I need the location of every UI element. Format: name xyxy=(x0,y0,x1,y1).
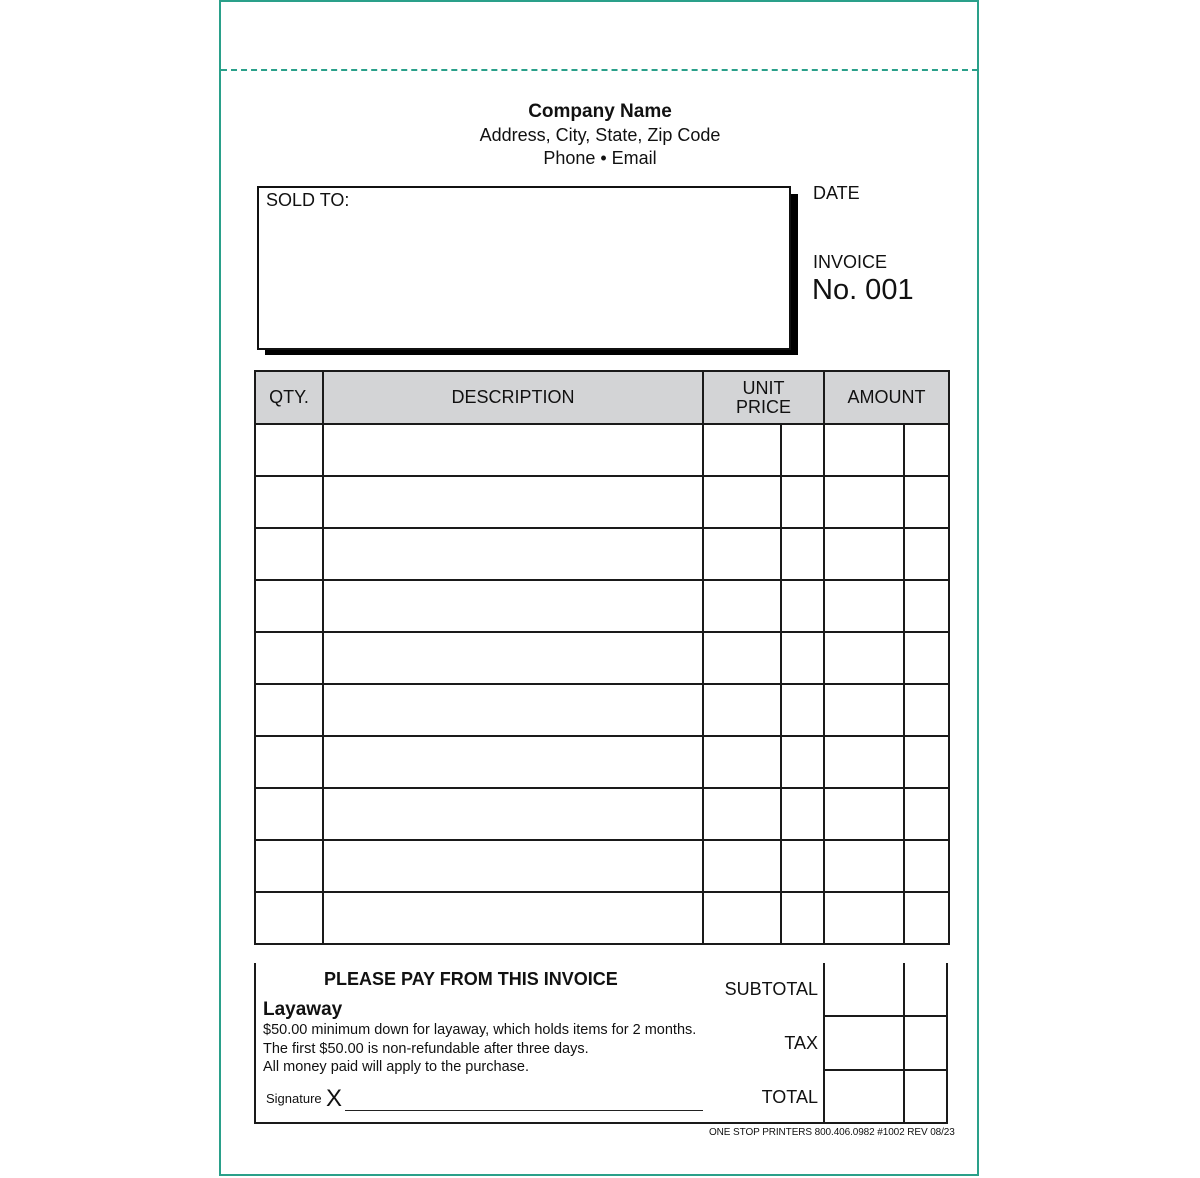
qty-cell[interactable] xyxy=(255,424,323,476)
unit-price-dollars-cell[interactable] xyxy=(703,892,781,944)
description-cell[interactable] xyxy=(323,788,703,840)
unit-price-cents-cell[interactable] xyxy=(781,684,824,736)
header-unit-price: UNIT PRICE xyxy=(703,371,824,424)
invoice-footer xyxy=(254,963,948,1124)
layaway-term-3: All money paid will apply to the purchase. xyxy=(263,1059,529,1075)
qty-cell[interactable] xyxy=(255,892,323,944)
amount-dollars-cell[interactable] xyxy=(824,736,904,788)
table-row xyxy=(255,840,949,892)
sold-to-box[interactable] xyxy=(257,186,791,350)
printer-credit: ONE STOP PRINTERS 800.406.0982 #1002 REV 08/23 xyxy=(709,1127,955,1138)
description-cell[interactable] xyxy=(323,528,703,580)
amount-cents-cell[interactable] xyxy=(904,684,949,736)
table-row xyxy=(255,892,949,944)
table-row xyxy=(255,788,949,840)
invoice-label: INVOICE xyxy=(813,252,888,272)
sold-to-label: SOLD TO: xyxy=(266,190,350,210)
amount-cents-cell[interactable] xyxy=(904,476,949,528)
amount-cents-cell[interactable] xyxy=(904,788,949,840)
table-row xyxy=(255,476,949,528)
company-contact: Phone • Email xyxy=(543,148,657,168)
unit-price-dollars-cell[interactable] xyxy=(703,788,781,840)
unit-price-dollars-cell[interactable] xyxy=(703,736,781,788)
amount-dollars-cell[interactable] xyxy=(824,476,904,528)
table-row xyxy=(255,580,949,632)
amount-dollars-cell[interactable] xyxy=(824,684,904,736)
amount-dollars-cell[interactable] xyxy=(824,892,904,944)
tax-cell[interactable] xyxy=(823,1069,948,1071)
table-header-row xyxy=(255,371,949,424)
amount-cents-cell[interactable] xyxy=(904,632,949,684)
qty-cell[interactable] xyxy=(255,684,323,736)
date-label: DATE xyxy=(813,183,860,203)
amount-cents-cell[interactable] xyxy=(904,736,949,788)
unit-price-dollars-cell[interactable] xyxy=(703,840,781,892)
header-qty: QTY. xyxy=(255,371,323,424)
table-row xyxy=(255,528,949,580)
unit-price-dollars-cell[interactable] xyxy=(703,580,781,632)
description-cell[interactable] xyxy=(323,632,703,684)
table-row xyxy=(255,424,949,476)
description-cell[interactable] xyxy=(323,580,703,632)
qty-cell[interactable] xyxy=(255,580,323,632)
amount-cents-cell[interactable] xyxy=(904,424,949,476)
company-address: Address, City, State, Zip Code xyxy=(479,125,721,145)
layaway-term-2: The first $50.00 is non-refundable after three days. xyxy=(263,1041,589,1057)
amount-cents-cell[interactable] xyxy=(904,892,949,944)
company-header xyxy=(400,100,800,170)
tax-label: TAX xyxy=(784,1033,818,1053)
signature-line[interactable] xyxy=(345,1110,703,1111)
unit-price-dollars-cell[interactable] xyxy=(703,528,781,580)
description-cell[interactable] xyxy=(323,476,703,528)
signature-label: Signature xyxy=(266,1091,322,1106)
unit-price-cents-cell[interactable] xyxy=(781,840,824,892)
amount-cents-cell[interactable] xyxy=(904,580,949,632)
qty-cell[interactable] xyxy=(255,476,323,528)
qty-cell[interactable] xyxy=(255,632,323,684)
unit-price-dollars-cell[interactable] xyxy=(703,424,781,476)
description-cell[interactable] xyxy=(323,892,703,944)
subtotal-cell[interactable] xyxy=(823,1015,948,1017)
perforation-line xyxy=(221,69,978,71)
header-amount: AMOUNT xyxy=(824,371,949,424)
table-row xyxy=(255,736,949,788)
layaway-term-1: $50.00 minimum down for layaway, which holds items for 2 months. xyxy=(263,1022,697,1038)
description-cell[interactable] xyxy=(323,424,703,476)
subtotal-label: SUBTOTAL xyxy=(724,979,818,999)
pay-notice: PLEASE PAY FROM THIS INVOICE xyxy=(324,969,618,989)
amount-cents-cell[interactable] xyxy=(904,840,949,892)
unit-price-cents-cell[interactable] xyxy=(781,736,824,788)
signature-mark: X xyxy=(326,1085,343,1112)
layaway-title: Layaway xyxy=(263,999,343,1020)
unit-price-cents-cell[interactable] xyxy=(781,632,824,684)
qty-cell[interactable] xyxy=(255,788,323,840)
unit-price-dollars-cell[interactable] xyxy=(703,684,781,736)
totals-cents-divider xyxy=(903,963,905,1122)
amount-dollars-cell[interactable] xyxy=(824,840,904,892)
qty-cell[interactable] xyxy=(255,840,323,892)
unit-price-cents-cell[interactable] xyxy=(781,476,824,528)
qty-cell[interactable] xyxy=(255,736,323,788)
unit-price-dollars-cell[interactable] xyxy=(703,632,781,684)
amount-cents-cell[interactable] xyxy=(904,528,949,580)
line-items-table xyxy=(254,370,950,945)
table-row xyxy=(255,632,949,684)
unit-price-cents-cell[interactable] xyxy=(781,892,824,944)
header-description: DESCRIPTION xyxy=(323,371,703,424)
description-cell[interactable] xyxy=(323,736,703,788)
unit-price-cents-cell[interactable] xyxy=(781,424,824,476)
unit-price-dollars-cell[interactable] xyxy=(703,476,781,528)
description-cell[interactable] xyxy=(323,684,703,736)
table-row xyxy=(255,684,949,736)
amount-dollars-cell[interactable] xyxy=(824,528,904,580)
totals-left-border xyxy=(823,963,825,1122)
invoice-number: No. 001 xyxy=(812,274,914,306)
amount-dollars-cell[interactable] xyxy=(824,632,904,684)
amount-dollars-cell[interactable] xyxy=(824,424,904,476)
total-label: TOTAL xyxy=(761,1087,818,1107)
unit-price-cents-cell[interactable] xyxy=(781,528,824,580)
unit-price-cents-cell[interactable] xyxy=(781,580,824,632)
company-name: Company Name xyxy=(528,101,672,122)
unit-price-cents-cell[interactable] xyxy=(781,788,824,840)
qty-cell[interactable] xyxy=(255,528,323,580)
amount-dollars-cell[interactable] xyxy=(824,580,904,632)
amount-dollars-cell[interactable] xyxy=(824,788,904,840)
description-cell[interactable] xyxy=(323,840,703,892)
